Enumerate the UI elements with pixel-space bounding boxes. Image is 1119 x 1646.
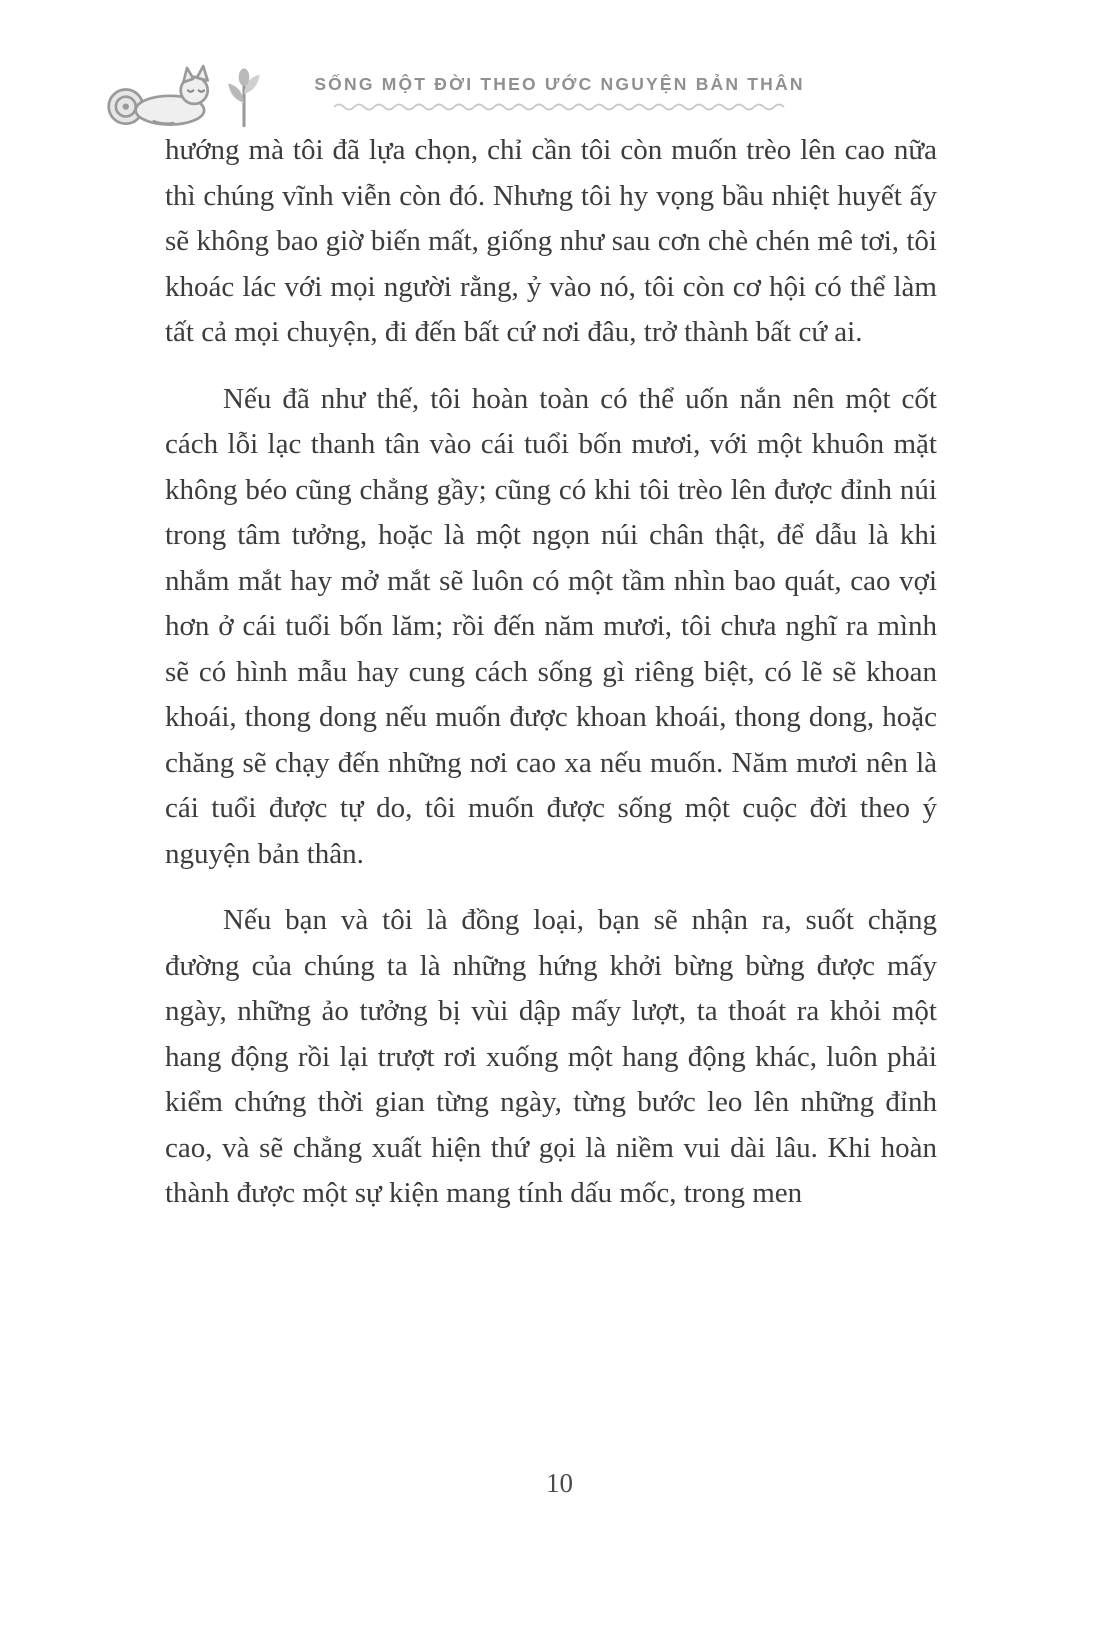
page-body xyxy=(165,128,937,1238)
page-title: SỐNG MỘT ĐỜI THEO ƯỚC NGUYỆN BẢN THÂN xyxy=(314,74,805,94)
title-underline-decoration xyxy=(334,101,786,113)
page-number: 10 xyxy=(546,1468,573,1498)
page-header xyxy=(0,0,1119,140)
paragraph: Nếu bạn và tôi là đồng loại, bạn sẽ nhận ra, suốt chặng đường của chúng ta là những hứng khởi bừng bừng được mấy ngày, những ảo tưởng bị vùi dập mấy lượt, ta thoát ra khỏi một hang động rồi lại trượt rơi xuống một hang động khác, luôn phải kiểm chứng thời gian từng ngày, từng bước leo lên những đỉnh cao, và sẽ chẳng xuất hiện thứ gọi là niềm vui dài lâu. Khi hoàn thành được một sự kiện mang tính dấu mốc, trong men xyxy=(165,904,937,1209)
page-footer xyxy=(0,1468,1119,1499)
paragraph: Nếu đã như thế, tôi hoàn toàn có thể uốn nắn nên một cốt cách lỗi lạc thanh tân vào cái tuổi bốn mươi, với một khuôn mặt không béo cũng chẳng gầy; cũng có khi tôi trèo lên được đỉnh núi trong tâm tưởng, hoặc là một ngọn núi chân thật, để dẫu là khi nhắm mắt hay mở mắt sẽ luôn có một tầm nhìn bao quát, cao vợi hơn ở cái tuổi bốn lăm; rồi đến năm mươi, tôi chưa nghĩ ra mình sẽ có hình mẫu hay cung cách sống gì riêng biệt, có lẽ sẽ khoan khoái, thong dong nếu muốn được khoan khoái, thong dong, hoặc chăng sẽ chạy đến những nơi cao xa nếu muốn. Năm mươi nên là cái tuổi được tự do, tôi muốn được sống một cuộc đời theo ý nguyện bản thân. xyxy=(165,382,937,870)
paragraph: hướng mà tôi đã lựa chọn, chỉ cần tôi còn muốn trèo lên cao nữa thì chúng vĩnh viễn còn đó. Nhưng tôi hy vọng bầu nhiệt huyết ấy sẽ không bao giờ biến mất, giống như sau cơn chè chén mê tơi, tôi khoác lác với mọi người rằng, ỷ vào nó, tôi còn cơ hội có thể làm tất cả mọi chuyện, đi đến bất cứ nơi đâu, trở thành bất cứ ai. xyxy=(165,134,937,348)
